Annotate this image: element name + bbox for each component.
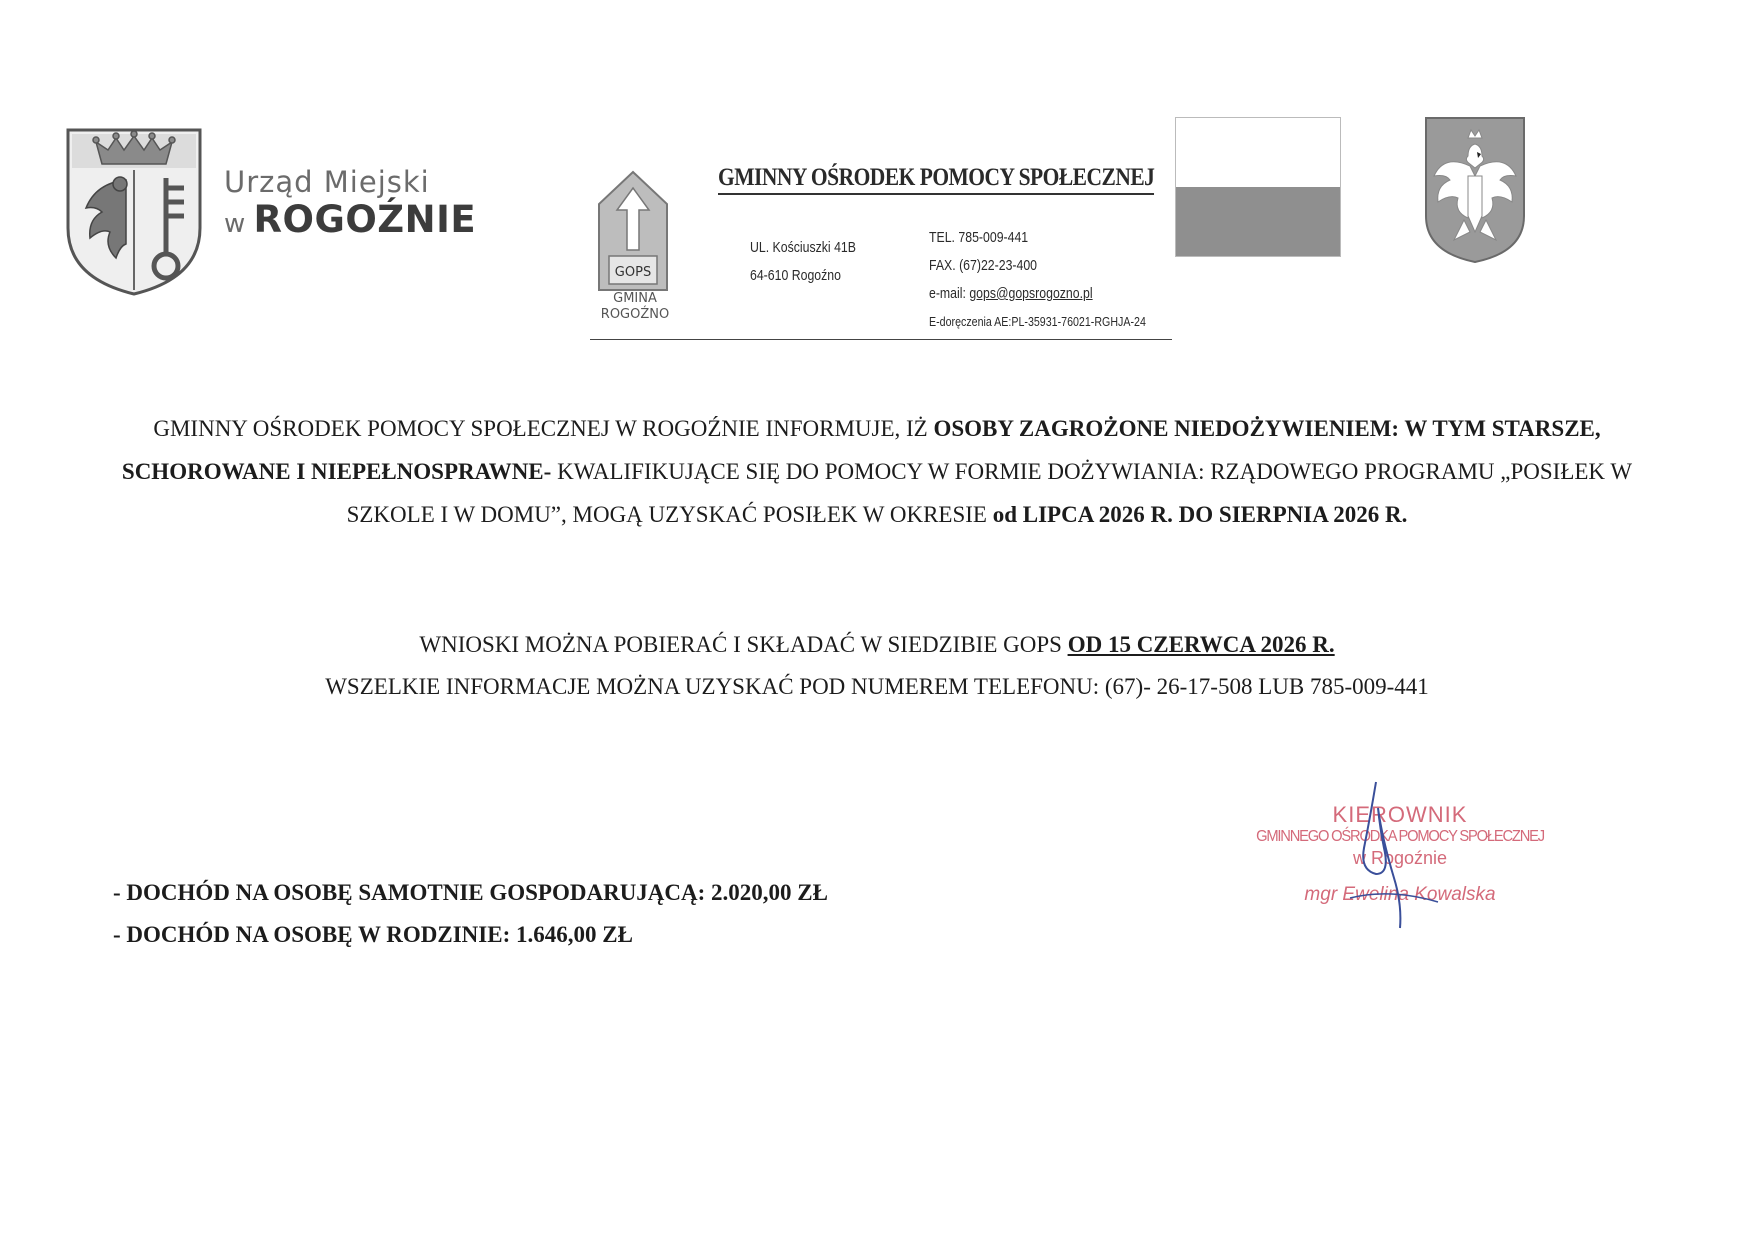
gops-email-label: e-mail: [929, 285, 970, 302]
gops-street: UL. Kościuszki 41B [750, 239, 856, 256]
notice-paragraph [120, 407, 1634, 536]
application-where: WNIOSKI MOŻNA POBIERAĆ I SKŁADAĆ W SIEDZIBIE GOPS [419, 632, 1068, 657]
polish-flag-icon [1175, 117, 1341, 257]
handwritten-signature [1320, 778, 1450, 938]
gops-edoreczenia: E-doręczenia AE:PL-35931-76021-RGHJA-24 [929, 314, 1146, 329]
gops-logo-text: GOPS [614, 265, 652, 280]
gops-fax: FAX. (67)22-23-400 [929, 257, 1038, 274]
gops-address [750, 234, 856, 290]
gops-logo-caption: GMINA ROGOŹNO [600, 291, 670, 322]
gops-postal: 64-610 Rogoźno [750, 267, 841, 284]
city-office-line1: Urząd Miejski [224, 165, 430, 199]
gops-tel: TEL. 785-009-441 [929, 229, 1029, 246]
gops-title: GMINNY OŚRODEK POMOCY SPOŁECZNEJ [718, 164, 1154, 195]
city-office-town: ROGOŹNIE [253, 198, 477, 241]
stamp-name: mgr Ewelina Kowalska [1304, 884, 1496, 905]
stamp-org: GMINNEGO OŚRODKA POMOCY SPOŁECZNEJ [1256, 828, 1544, 845]
gops-logo-icon [597, 170, 669, 292]
gops-contact [929, 224, 1146, 336]
application-info [120, 624, 1634, 708]
city-crest-icon [66, 128, 202, 296]
city-office-name [224, 164, 476, 244]
application-date: OD 15 CZERWCA 2026 R. [1067, 632, 1335, 657]
white-eagle-icon [1424, 116, 1526, 264]
notice-period: od LIPCA 2026 R. DO SIERPNIA 2026 R. [992, 502, 1408, 527]
header-divider [590, 339, 1172, 340]
contact-phone-info: WSZELKIE INFORMACJE MOŻNA UZYSKAĆ POD NUMEREM TELEFONU: (67)- 26-17-508 LUB 785-009-441 [325, 674, 1429, 699]
stamp-title: KIEROWNIK [1332, 802, 1468, 827]
city-office-prefix: w [224, 209, 246, 239]
income-criteria [113, 872, 828, 956]
notice-program: KWALIFIKUJĄCE SIĘ DO POMOCY W FORMIE DOŻYWIANIA: RZĄDOWEGO PROGRAMU „POSIŁEK W SZKOLE I W DOMU”, MOGĄ UZYSKAĆ POSIŁEK W OKRESIE [346, 459, 1633, 527]
gops-email-link[interactable]: gops@gopsrogozno.pl [969, 285, 1093, 302]
notice-intro: GMINNY OŚRODEK POMOCY SPOŁECZNEJ W ROGOŹNIE INFORMUJE, IŻ [153, 416, 934, 441]
income-family: - DOCHÓD NA OSOBĘ W RODZINIE: 1.646,00 ZŁ [113, 922, 633, 947]
income-single: - DOCHÓD NA OSOBĘ SAMOTNIE GOSPODARUJĄCĄ: 2.020,00 ZŁ [113, 880, 828, 905]
notice-target-group: OSOBY ZAGROŻONE NIEDOŻYWIENIEM: W TYM STARSZE, SCHOROWANE I NIEPEŁNOSPRAWNE- [121, 416, 1601, 484]
stamp-place: w Rogoźnie [1352, 848, 1448, 868]
